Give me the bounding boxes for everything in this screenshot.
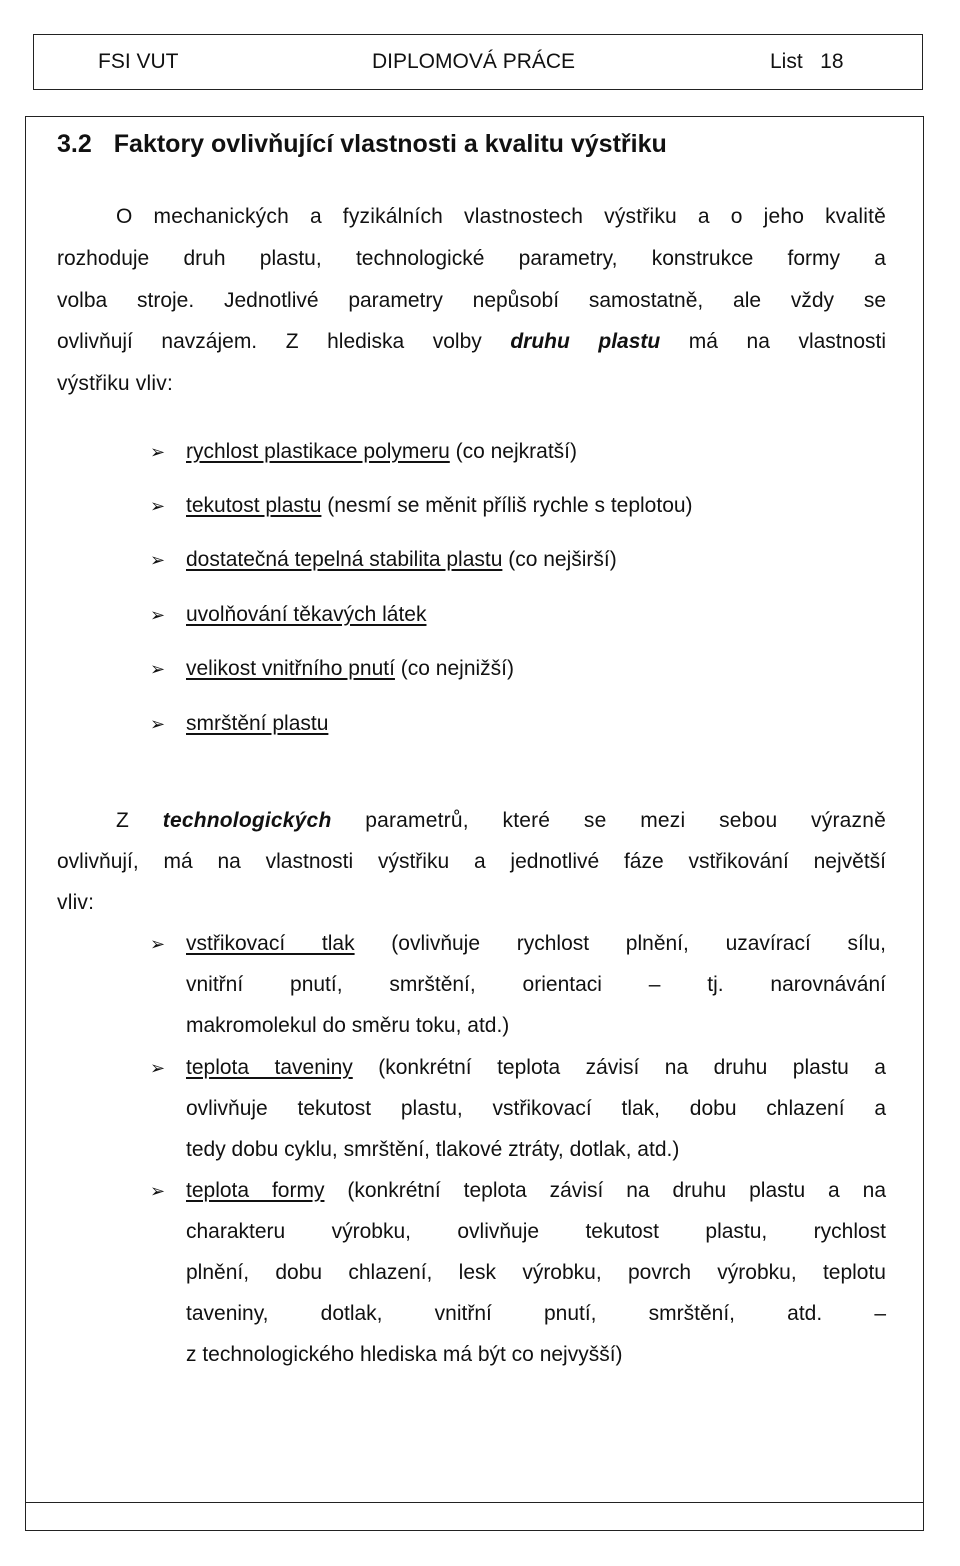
list-item-continuation: plnění, dobu chlazení, lesk výrobku, povrch výrobku, teplotu (186, 1261, 886, 1284)
tech-line-3: vliv: (57, 891, 95, 914)
intro-emphasis-druh-plastu: druhu plastu (510, 330, 661, 353)
intro-line-3: volba stroje. Jednotlivé parametry nepůsobí samostatně, ale vždy se (57, 289, 886, 312)
arrow-bullet-icon: ➢ (150, 550, 166, 570)
list-item-continuation: z technologického hlediska má být co nejvyšší) (186, 1343, 623, 1366)
intro-line-2: rozhoduje druh plastu, technologické parametry, konstrukce formy a (57, 247, 886, 270)
list-item-continuation: taveniny, dotlak, vnitřní pnutí, smrštění, atd. – (186, 1302, 886, 1325)
tech-line-2: ovlivňují, má na vlastnosti výstřiku a jednotlivé fáze vstřikování největší (57, 850, 886, 873)
header-institution: FSI VUT (98, 50, 179, 73)
list-item-continuation: makromolekul do směru toku, atd.) (186, 1014, 510, 1037)
arrow-bullet-icon: ➢ (150, 1181, 166, 1201)
list-item: dostatečná tepelná stabilita plastu (co nejširší) (186, 548, 617, 571)
intro-line-5: výstřiku vliv: (57, 372, 173, 395)
arrow-bullet-icon: ➢ (150, 605, 166, 625)
page-header (33, 34, 923, 90)
list-item-continuation: charakteru výrobku, ovlivňuje tekutost plastu, rychlost (186, 1220, 886, 1243)
intro-line-4-end: má na vlastnosti (660, 330, 887, 353)
section-heading (57, 130, 667, 159)
header-page-number: List 18 (770, 50, 844, 73)
arrow-bullet-icon: ➢ (150, 1058, 166, 1078)
tech-emphasis: technologických (162, 809, 332, 832)
intro-line-1: O mechanických a fyzikálních vlastnostech výstřiku a o jeho kvalitě (116, 205, 886, 228)
list-item: velikost vnitřního pnutí (co nejnižší) (186, 657, 514, 680)
section-number: 3.2 (57, 130, 92, 158)
arrow-bullet-icon: ➢ (150, 496, 166, 516)
list-item: rychlost plastikace polymeru (co nejkratší) (186, 440, 577, 463)
header-document-type: DIPLOMOVÁ PRÁCE (372, 50, 576, 73)
list-item: vstřikovací tlak (ovlivňuje rychlost plnění, uzavírací sílu, (186, 932, 887, 955)
list-item-continuation: vnitřní pnutí, smrštění, orientaci – tj. narovnávání (186, 973, 886, 996)
arrow-bullet-icon: ➢ (150, 659, 166, 679)
arrow-bullet-icon: ➢ (150, 934, 166, 954)
list-item: smrštění plastu (186, 712, 329, 735)
list-item: teplota taveniny (konkrétní teplota závisí na druhu plastu a (186, 1056, 886, 1079)
intro-line-4 (57, 330, 886, 354)
arrow-bullet-icon: ➢ (150, 442, 166, 462)
tech-line-1: Z technologických parametrů, které se mezi sebou výrazně (116, 809, 886, 832)
list-item-continuation: tedy dobu cyklu, smrštění, tlakové ztráty, dotlak, atd.) (186, 1138, 680, 1161)
page-frame-bottom (25, 1391, 924, 1531)
list-item-continuation: ovlivňuje tekutost plastu, vstřikovací tlak, dobu chlazení a (186, 1097, 886, 1120)
list-item: uvolňování těkavých látek (186, 603, 427, 626)
section-title: Faktory ovlivňující vlastnosti a kvalitu výstřiku (113, 130, 667, 158)
list-item: teplota formy (konkrétní teplota závisí na druhu plastu a na (186, 1179, 887, 1202)
intro-line-4-start: ovlivňují navzájem. Z hlediska volby (57, 330, 511, 353)
arrow-bullet-icon: ➢ (150, 714, 166, 734)
list-item: tekutost plastu (nesmí se měnit příliš rychle s teplotou) (186, 494, 693, 517)
